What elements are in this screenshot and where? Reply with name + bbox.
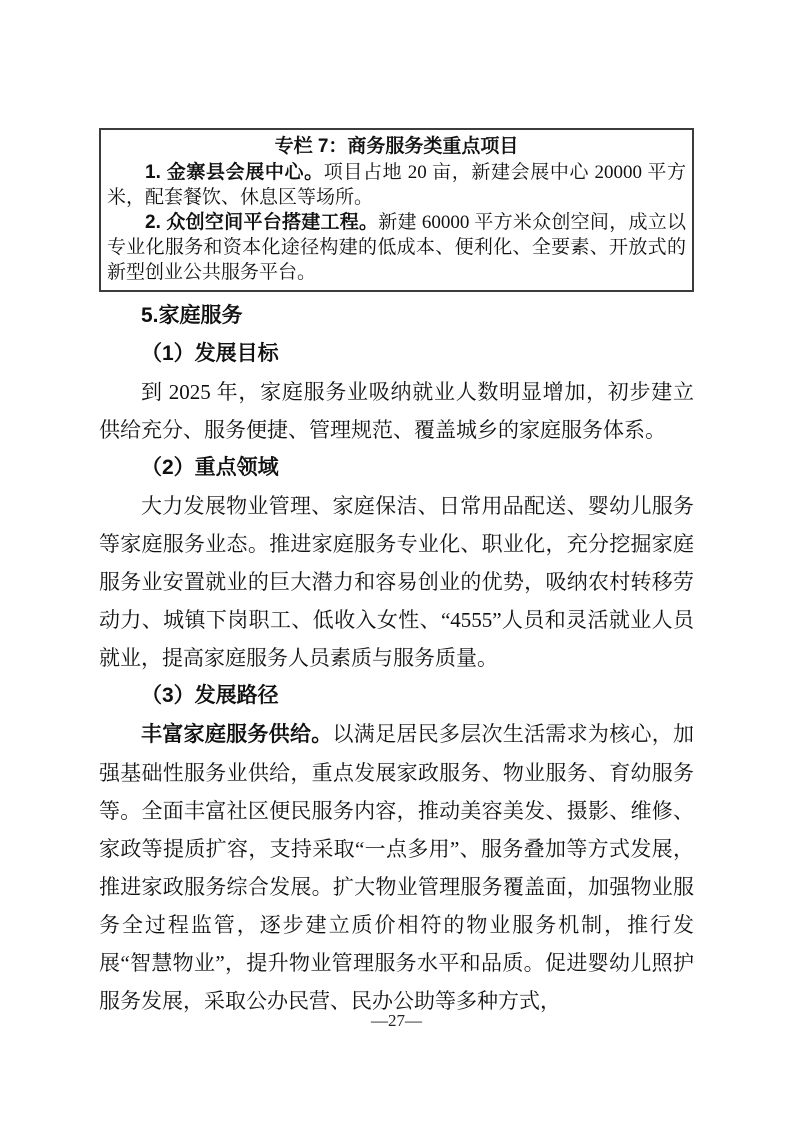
text-segment: 项目占地 20 亩，新建会展中心 20000 平方米，配套餐饮、休息区等场所。 xyxy=(107,162,686,208)
text-segment: 大力发展物业管理、家庭保洁、日常用品配送、婴幼儿服务等家庭服务业态。推进家庭服务专业化、职业化，充分挖掘家庭服务业安置就业的巨大潜力和容易创业的优势，吸纳农村转移劳动力、城镇下岗职工、低收入女性、“4555”人员和灵活就业人员就业，提高家庭服务人员素质与服务质量。 xyxy=(99,494,694,670)
text-segment: 以满足居民多层次生活需求为核心，加强基础性服务业供给，重点发展家政服务、物业服务、育幼服务等。全面丰富社区便民服务内容，推动美容美发、摄影、维修、家政等提质扩容，支持采取“一点多用”、服务叠加等方式发展，推进家政服务综合发展。扩大物业管理服务覆盖面，加强物业服务全过程监管，逐步建立质价相符的物业服务机制，推行发展“智慧物业”，提升物业管理服务水平和品质。促进婴幼儿照护服务发展，采取公办民营、民办公助等多种方式， xyxy=(99,722,695,1013)
bold-text-segment: 2. 众创空间平台搭建工程。 xyxy=(145,212,379,233)
paragraph xyxy=(107,210,686,285)
page-content xyxy=(99,128,694,1020)
sub3-heading: （3）发展路径 xyxy=(141,684,279,707)
sub1-paragraphs xyxy=(99,373,694,449)
section-5-heading: 5.家庭服务 xyxy=(141,304,243,327)
section-5 xyxy=(99,297,694,1020)
text-segment: 新建 60000 平方米众创空间，成立以专业化服务和资本化途径构建的低成本、便利化、全要素、开放式的新型创业公共服务平台。 xyxy=(107,212,686,283)
text-segment: 到 2025 年，家庭服务业吸纳就业人数明显增加，初步建立供给充分、服务便捷、管理规范、覆盖城乡的家庭服务体系。 xyxy=(99,380,694,442)
bold-text-segment: 丰富家庭服务供给。 xyxy=(141,723,333,746)
paragraph xyxy=(99,487,694,677)
sub2-paragraphs xyxy=(99,487,694,677)
box-paragraphs xyxy=(107,160,686,285)
sub1-heading: （1）发展目标 xyxy=(141,342,279,365)
sub2-heading: （2）重点领域 xyxy=(141,456,279,479)
page-number: —27— xyxy=(371,1011,422,1030)
highlight-box-7 xyxy=(99,128,694,292)
paragraph xyxy=(107,160,686,210)
sub3-paragraphs xyxy=(99,715,694,1020)
bold-text-segment: 1. 金寨县会展中心。 xyxy=(145,162,324,183)
box-title: 专栏 7：商务服务类重点项目 xyxy=(274,136,519,157)
paragraph xyxy=(99,373,694,449)
paragraph xyxy=(99,715,694,1020)
